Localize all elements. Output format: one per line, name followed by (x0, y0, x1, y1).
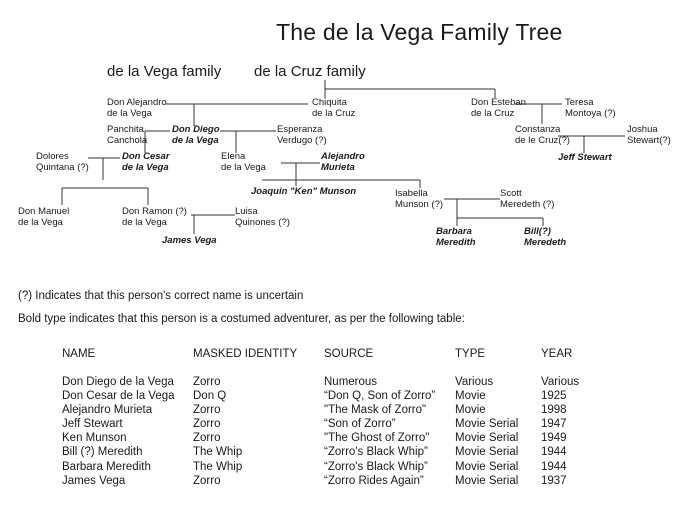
node-ken: Joaquin "Ken" Munson (251, 186, 357, 197)
node-chiquita: Chiquita de la Cruz (312, 97, 356, 119)
header-masked-identity: MASKED IDENTITY (193, 348, 298, 360)
table-cell: Zorro (193, 376, 221, 388)
node-scott: Scott Meredeth (?) (500, 188, 555, 210)
node-cesar: Don Cesar de la Vega (122, 151, 170, 173)
table-cell: Movie (455, 404, 486, 417)
table-cell: Movie Serial (455, 418, 519, 431)
table-cell: Movie Serial (455, 432, 519, 445)
node-diego: Don Diego de la Vega (172, 124, 220, 146)
table-cell: 1925 (541, 390, 567, 403)
node-murieta: Alejandro Murieta (321, 151, 365, 173)
note-bold: Bold type indicates that this person is a costumed adventurer, as per the following table: (18, 313, 465, 325)
node-luisa: Luisa Quinones (?) (235, 206, 290, 228)
node-ramon: Don Ramon (?) de la Vega (122, 206, 187, 228)
table-cell: Zorro (193, 432, 221, 445)
table-cell: 1998 (541, 404, 567, 417)
header-source: SOURCE (324, 348, 374, 360)
node-joshua: Joshua Stewart(?) (627, 124, 671, 146)
table-cell: Zorro (193, 474, 221, 487)
table-cell: Jeff Stewart (62, 418, 123, 431)
table-cell: Movie Serial (455, 446, 519, 459)
table-cell: "The Ghost of Zorro" (324, 432, 430, 445)
node-panchita: Panchita Canchola (107, 124, 148, 146)
table-cell: Alejandro Murieta (62, 404, 153, 417)
cruz-family-label: de la Cruz family (254, 63, 366, 80)
table-cell: James Vega (62, 474, 126, 487)
column-name (62, 375, 175, 488)
column-year (541, 375, 579, 488)
table-cell: 1937 (541, 474, 567, 487)
table-cell: The Whip (193, 446, 243, 459)
table-cell: Various (455, 376, 494, 388)
column-source (324, 375, 435, 488)
table-cell: Movie (455, 390, 486, 403)
column-masked-identity (193, 375, 242, 488)
node-isabella: Isabella Munson (?) (395, 188, 444, 210)
node-esteban: Don Esteban de la Cruz (471, 97, 526, 119)
table-cell: 1944 (541, 460, 567, 473)
page-title: The de la Vega Family Tree (276, 19, 563, 45)
header-year: YEAR (541, 348, 573, 360)
node-barbara: Barbara Meredith (436, 226, 476, 248)
node-esperanza: Esperanza Verdugo (?) (277, 124, 327, 146)
table-cell: Ken Munson (62, 432, 127, 445)
node-dolores: Dolores Quintana (?) (36, 151, 89, 173)
table-cell: Bill (?) Meredith (62, 446, 143, 459)
table-cell: 1949 (541, 432, 567, 445)
header-name: NAME (62, 348, 96, 360)
table-cell: “Zorro's Black Whip” (324, 446, 428, 459)
table-cell: “Zorro Rides Again” (324, 474, 424, 487)
table-cell: “Don Q, Son of Zorro” (324, 390, 436, 403)
table-cell: Zorro (193, 404, 221, 417)
vega-family-label: de la Vega family (107, 63, 222, 80)
node-constanza: Constanza de le Cruz(?) (515, 124, 570, 146)
column-type (455, 375, 518, 488)
table-cell: Barbara Meredith (62, 460, 151, 473)
node-teresa: Teresa Montoya (?) (565, 97, 616, 119)
table-cell: Don Cesar de la Vega (62, 390, 175, 403)
node-bill: Bill(?) Meredeth (524, 226, 567, 248)
table-cell: Various (541, 376, 580, 388)
note-uncertain: (?) Indicates that this person's correct name is uncertain (18, 290, 304, 302)
table-cell: Zorro (193, 418, 221, 431)
node-jeff: Jeff Stewart (558, 152, 612, 163)
table-cell: Movie Serial (455, 460, 519, 473)
table-cell: Numerous (324, 376, 378, 388)
table-cell: 1944 (541, 446, 567, 459)
node-elena: Elena de la Vega (221, 151, 266, 173)
node-alejandro-sr: Don Alejandro de la Vega (107, 97, 167, 119)
node-manuel: Don Manuel de la Vega (18, 206, 70, 228)
table-cell: Don Diego de la Vega (62, 376, 174, 388)
table-cell: The Whip (193, 460, 243, 473)
table-cell: “Zorro's Black Whip” (324, 460, 428, 473)
table-cell: 1947 (541, 418, 567, 431)
table-cell: Movie Serial (455, 474, 519, 487)
table-cell: "The Mask of Zorro" (324, 404, 427, 417)
table-cell: “Son of Zorro” (324, 418, 396, 431)
table-cell: Don Q (193, 390, 227, 403)
node-james: James Vega (162, 235, 217, 246)
header-type: TYPE (455, 348, 486, 360)
